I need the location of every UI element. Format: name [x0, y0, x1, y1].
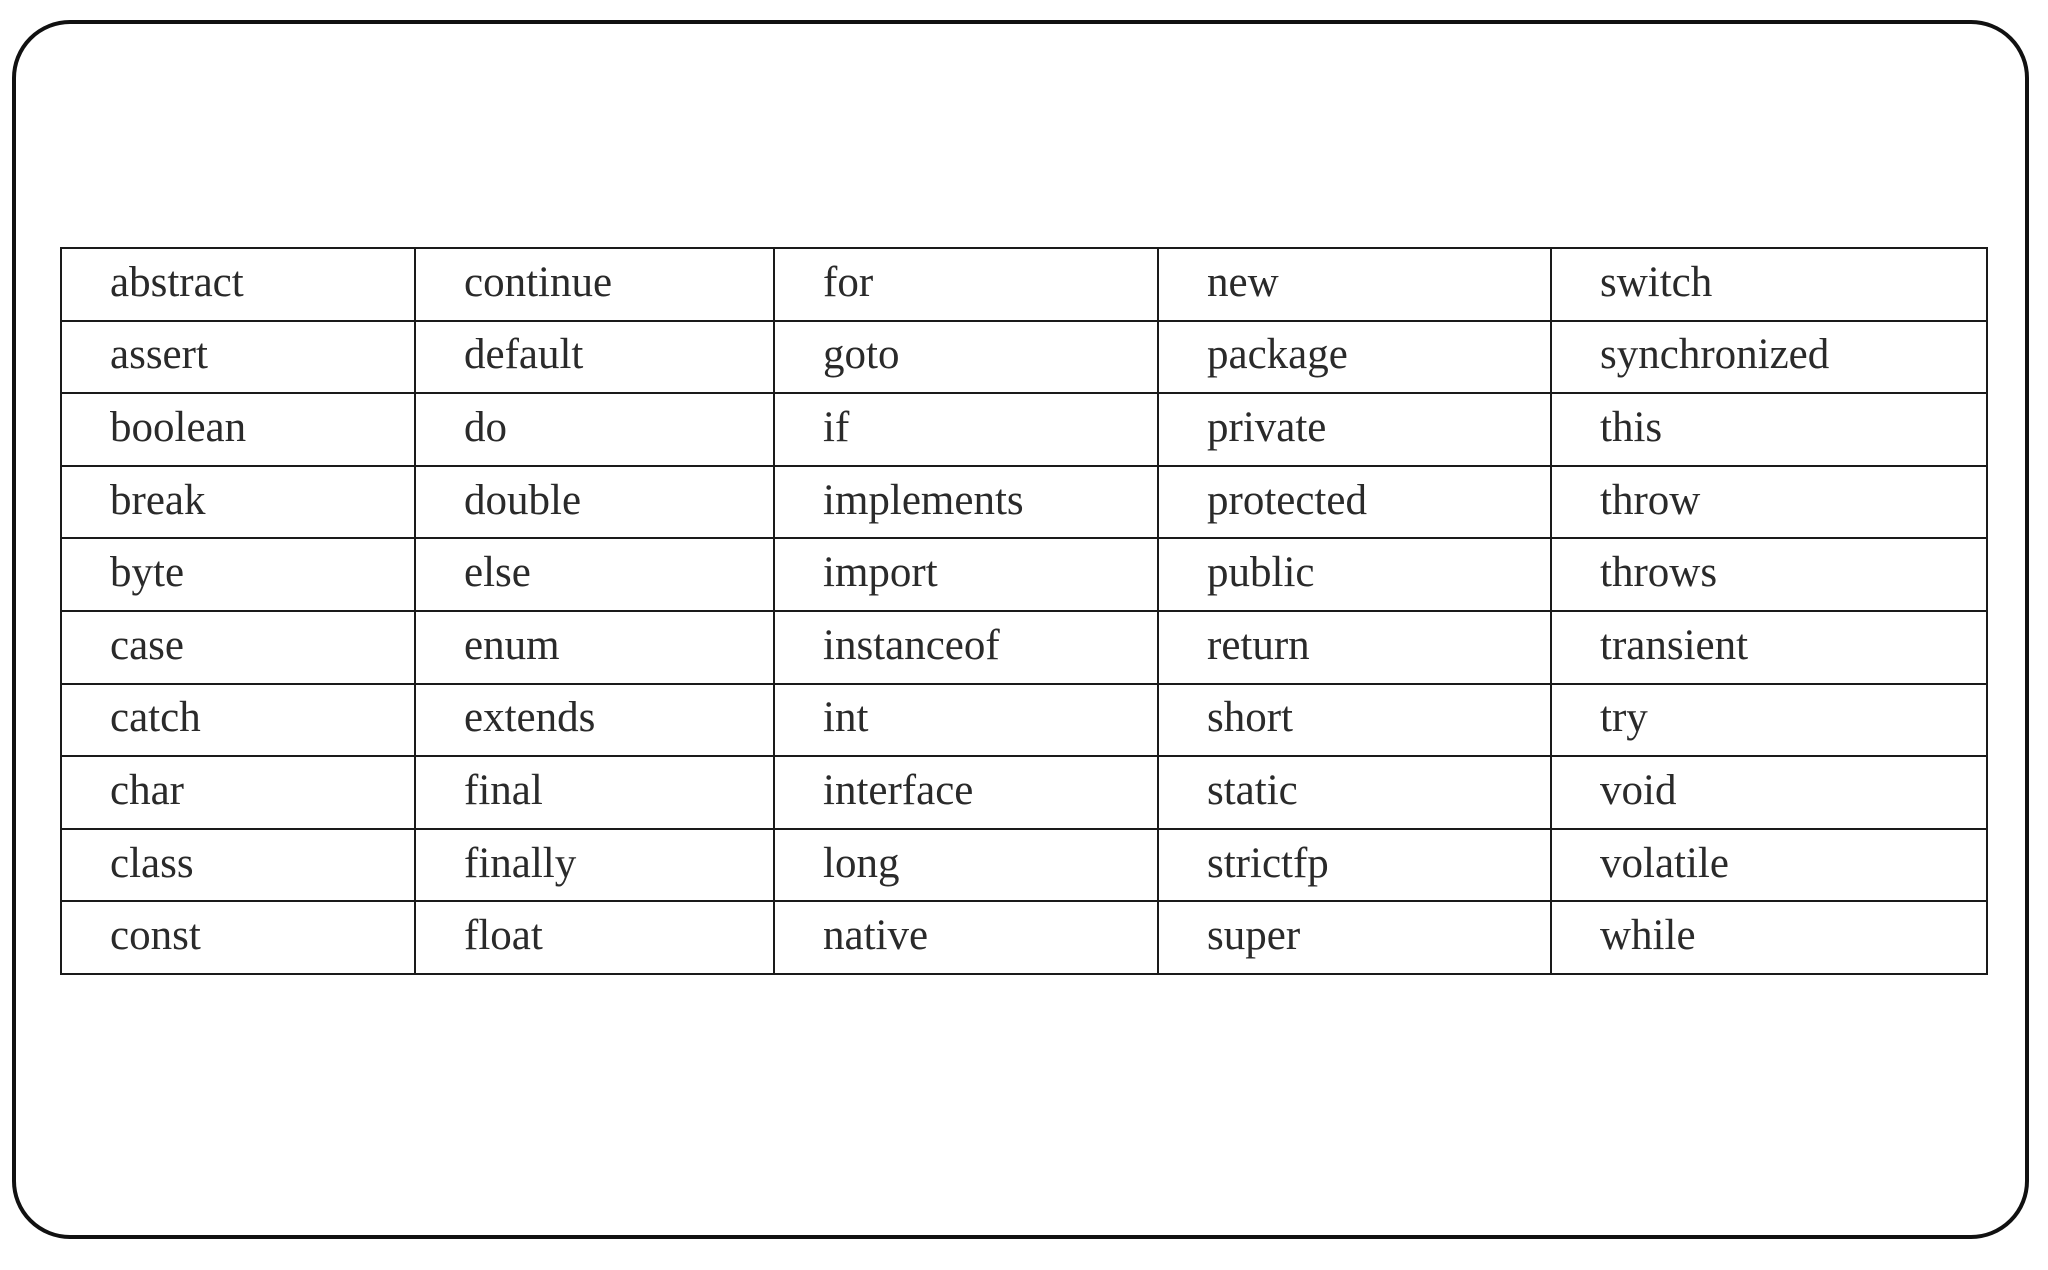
- table-cell: do: [415, 393, 774, 466]
- table-cell: switch: [1551, 248, 1987, 321]
- table-cell: instanceof: [774, 611, 1158, 684]
- table-cell: assert: [61, 321, 415, 394]
- table-cell: abstract: [61, 248, 415, 321]
- table-cell: int: [774, 684, 1158, 757]
- table-cell: new: [1158, 248, 1551, 321]
- table-cell: break: [61, 466, 415, 539]
- table-cell: super: [1158, 901, 1551, 974]
- table-cell: catch: [61, 684, 415, 757]
- table-cell: this: [1551, 393, 1987, 466]
- table-cell: implements: [774, 466, 1158, 539]
- keywords-table-body: [61, 248, 1987, 974]
- table-cell: strictfp: [1158, 829, 1551, 902]
- table-row: [61, 248, 1987, 321]
- table-row: [61, 393, 1987, 466]
- table-cell: double: [415, 466, 774, 539]
- table-cell: transient: [1551, 611, 1987, 684]
- table-cell: while: [1551, 901, 1987, 974]
- table-cell: public: [1158, 538, 1551, 611]
- table-cell: protected: [1158, 466, 1551, 539]
- table-row: [61, 538, 1987, 611]
- table-cell: for: [774, 248, 1158, 321]
- table-cell: try: [1551, 684, 1987, 757]
- table-cell: synchronized: [1551, 321, 1987, 394]
- table-cell: float: [415, 901, 774, 974]
- table-cell: short: [1158, 684, 1551, 757]
- table-cell: else: [415, 538, 774, 611]
- table-row: [61, 901, 1987, 974]
- table-cell: interface: [774, 756, 1158, 829]
- table-cell: private: [1158, 393, 1551, 466]
- table-cell: continue: [415, 248, 774, 321]
- table-row: [61, 466, 1987, 539]
- table-row: [61, 321, 1987, 394]
- table-cell: final: [415, 756, 774, 829]
- table-cell: extends: [415, 684, 774, 757]
- table-cell: static: [1158, 756, 1551, 829]
- table-cell: finally: [415, 829, 774, 902]
- table-cell: import: [774, 538, 1158, 611]
- table-cell: byte: [61, 538, 415, 611]
- table-cell: throw: [1551, 466, 1987, 539]
- table-cell: const: [61, 901, 415, 974]
- table-cell: void: [1551, 756, 1987, 829]
- table-cell: volatile: [1551, 829, 1987, 902]
- table-cell: package: [1158, 321, 1551, 394]
- table-cell: return: [1158, 611, 1551, 684]
- table-cell: char: [61, 756, 415, 829]
- table-row: [61, 684, 1987, 757]
- table-cell: enum: [415, 611, 774, 684]
- table-cell: goto: [774, 321, 1158, 394]
- table-cell: class: [61, 829, 415, 902]
- table-cell: native: [774, 901, 1158, 974]
- table-row: [61, 756, 1987, 829]
- table-cell: boolean: [61, 393, 415, 466]
- table-cell: throws: [1551, 538, 1987, 611]
- table-cell: case: [61, 611, 415, 684]
- table-cell: if: [774, 393, 1158, 466]
- table-cell: long: [774, 829, 1158, 902]
- keywords-table: [60, 247, 1988, 975]
- table-row: [61, 829, 1987, 902]
- table-cell: default: [415, 321, 774, 394]
- table-row: [61, 611, 1987, 684]
